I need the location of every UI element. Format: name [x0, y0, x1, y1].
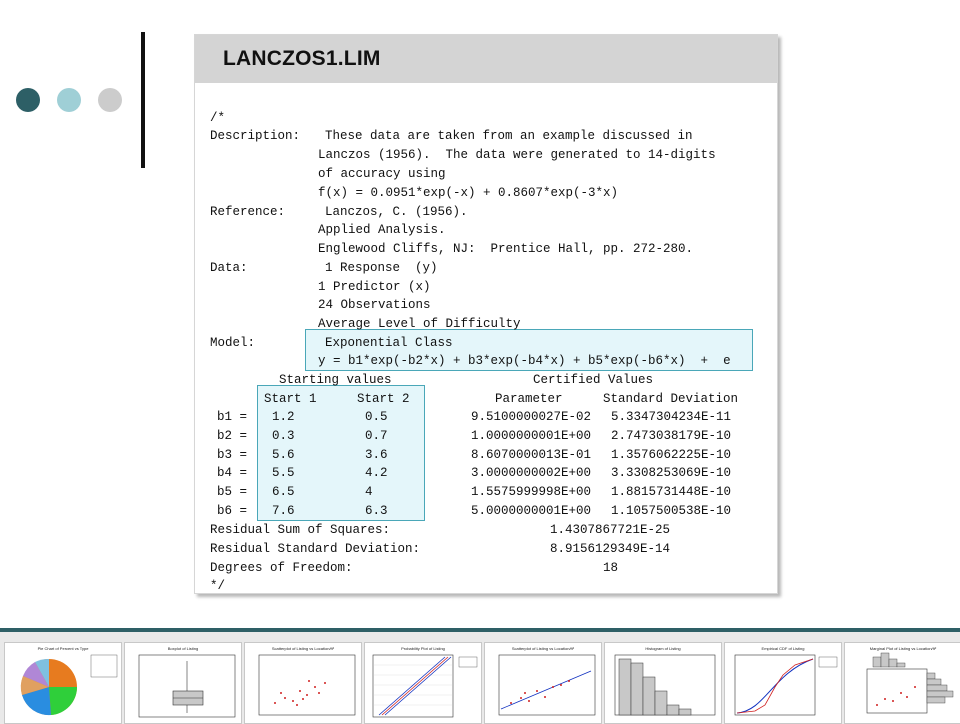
thumbnail-title: Histogram of Listing — [645, 646, 681, 651]
certified-values-header: Certified Values — [533, 373, 654, 387]
decor-dots — [16, 88, 122, 112]
dot-dark — [16, 88, 40, 112]
param-name: b6 = — [217, 504, 248, 518]
param-sd: 1.3576062225E-10 — [611, 448, 732, 462]
param-start1: 5.5 — [272, 466, 295, 480]
thumbnail-title: Scatterplot of Listing vs Location/ft² — [271, 646, 335, 651]
pie-chart-graphic — [5, 643, 121, 723]
model-line: y = b1*exp(-b2*x) + b3*exp(-b4*x) + b5*exp(-b6*x) + e — [318, 354, 731, 368]
scatterplot-fit-graphic — [485, 643, 601, 723]
param-value: 9.5100000027E-02 — [471, 410, 592, 424]
model-label: Model: — [210, 336, 256, 350]
thumbnail-empirical-cdf[interactable] — [724, 642, 842, 724]
param-start2: 0.7 — [365, 429, 388, 443]
param-start2: 4 — [365, 485, 373, 499]
thumbnail-title: Empirical CDF of Listing — [761, 646, 805, 651]
thumbnail-title: Boxplot of Listing — [167, 646, 199, 651]
thumbnail-scatterplot[interactable] — [244, 642, 362, 724]
dof-value: 18 — [603, 561, 619, 575]
data-label: Data: — [210, 261, 248, 275]
param-start2: 6.3 — [365, 504, 388, 518]
empirical-cdf-graphic — [725, 643, 841, 723]
thumbnail-strip — [0, 628, 960, 724]
reference-line: Englewood Cliffs, NJ: Prentice Hall, pp. 272-280. — [318, 242, 694, 256]
param-sd: 3.3308253069E-10 — [611, 466, 732, 480]
rsd-value: 8.9156129349E-14 — [550, 542, 671, 556]
param-value: 1.0000000001E+00 — [471, 429, 592, 443]
data-line: 1 Response (y) — [325, 261, 438, 275]
description-line: of accuracy using — [318, 167, 446, 181]
rss-value: 1.4307867721E-25 — [550, 523, 671, 537]
open-comment: /* — [210, 111, 226, 125]
thumbnail-title: Pie Chart of Percent vs Type — [37, 646, 89, 651]
description-label: Description: — [210, 129, 301, 143]
boxplot-graphic — [125, 643, 241, 723]
param-start1: 5.6 — [272, 448, 295, 462]
param-start2: 3.6 — [365, 448, 388, 462]
document-panel — [194, 34, 778, 594]
data-line: Average Level of Difficulty — [318, 317, 521, 331]
dot-gray — [98, 88, 122, 112]
col-header-start1: Start 1 — [264, 392, 317, 406]
thumbnail-marginal-plot[interactable] — [844, 642, 960, 724]
thumbnail-pie-chart[interactable] — [4, 642, 122, 724]
thumbnail-title: Marginal Plot of Listing vs Location/ft² — [869, 646, 937, 651]
param-name: b3 = — [217, 448, 248, 462]
thumbnail-boxplot[interactable] — [124, 642, 242, 724]
data-line: 24 Observations — [318, 298, 431, 312]
param-name: b4 = — [217, 466, 248, 480]
param-name: b5 = — [217, 485, 248, 499]
param-start1: 0.3 — [272, 429, 295, 443]
param-sd: 1.8815731448E-10 — [611, 485, 732, 499]
description-line: Lanczos (1956). The data were generated to 14-digits — [318, 148, 716, 162]
reference-line: Applied Analysis. — [318, 223, 446, 237]
col-header-std-dev: Standard Deviation — [603, 392, 739, 406]
vertical-divider — [141, 32, 145, 168]
probability-plot-graphic — [365, 643, 481, 723]
param-sd: 5.3347304234E-11 — [611, 410, 732, 424]
thumbnail-title: Probability Plot of Listing — [401, 646, 445, 651]
scatterplot-graphic — [245, 643, 361, 723]
model-line: Exponential Class — [325, 336, 453, 350]
thumbnail-histogram[interactable] — [604, 642, 722, 724]
param-sd: 1.1057500538E-10 — [611, 504, 732, 518]
histogram-graphic — [605, 643, 721, 723]
reference-label: Reference: — [210, 205, 286, 219]
dof-label: Degrees of Freedom: — [210, 561, 353, 575]
description-line: f(x) = 0.0951*exp(-x) + 0.8607*exp(-3*x) — [318, 186, 619, 200]
param-value: 8.6070000013E-01 — [471, 448, 592, 462]
param-sd: 2.7473038179E-10 — [611, 429, 732, 443]
param-value: 5.0000000001E+00 — [471, 504, 592, 518]
document-title: LANCZOS1.LIM — [223, 47, 381, 70]
reference-line: Lanczos, C. (1956). — [325, 205, 468, 219]
param-start1: 1.2 — [272, 410, 295, 424]
rss-label: Residual Sum of Squares: — [210, 523, 391, 537]
thumbnail-title: Scatterplot of Listing vs Location/ft² — [511, 646, 575, 651]
col-header-parameter: Parameter — [495, 392, 563, 406]
dot-light — [57, 88, 81, 112]
param-start2: 0.5 — [365, 410, 388, 424]
marginal-plot-graphic — [845, 643, 960, 723]
param-name: b2 = — [217, 429, 248, 443]
param-value: 1.5575999998E+00 — [471, 485, 592, 499]
param-start2: 4.2 — [365, 466, 388, 480]
col-header-start2: Start 2 — [357, 392, 410, 406]
data-line: 1 Predictor (x) — [318, 280, 431, 294]
param-name: b1 = — [217, 410, 248, 424]
starting-values-header: Starting values — [279, 373, 392, 387]
description-line: These data are taken from an example discussed in — [325, 129, 693, 143]
document-header — [195, 35, 777, 83]
thumbnail-scatterplot-fit[interactable] — [484, 642, 602, 724]
param-start1: 6.5 — [272, 485, 295, 499]
param-value: 3.0000000002E+00 — [471, 466, 592, 480]
thumbnail-probability-plot[interactable] — [364, 642, 482, 724]
close-comment: */ — [210, 579, 226, 593]
rsd-label: Residual Standard Deviation: — [210, 542, 421, 556]
param-start1: 7.6 — [272, 504, 295, 518]
